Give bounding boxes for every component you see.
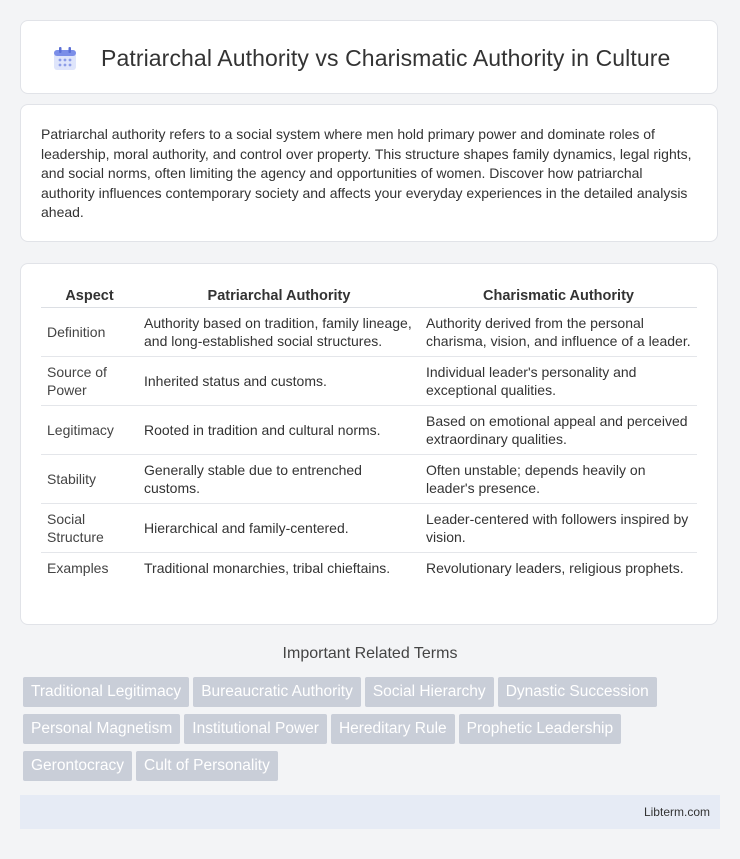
table-row xyxy=(41,553,697,584)
related-term-tag[interactable]: Cult of Personality xyxy=(136,751,278,781)
cell-charismatic: Often unstable; depends heavily on leader's presence. xyxy=(420,455,697,504)
header-charismatic: Charismatic Authority xyxy=(420,280,697,308)
cell-charismatic: Authority derived from the personal charisma, vision, and influence of a leader. xyxy=(420,308,697,357)
cell-patriarchal: Traditional monarchies, tribal chieftains. xyxy=(144,560,391,576)
related-term-tag[interactable]: Social Hierarchy xyxy=(365,677,494,707)
related-terms-list xyxy=(23,677,723,788)
related-term-tag[interactable]: Hereditary Rule xyxy=(331,714,455,744)
table-row xyxy=(41,406,697,455)
cell-aspect: Social Structure xyxy=(41,504,138,553)
intro-text: Patriarchal authority refers to a social system where men hold primary power and dominate roles of leadership, moral authority, and control over property. This structure shapes family dynamics, legal rights, and social norms, often limiting the agency and opportunities of women. Discover how patriarchal authority influences contemporary society and affects your everyday experiences in the detailed analysis ahead. xyxy=(41,126,692,221)
header-card xyxy=(20,20,718,94)
cell-patriarchal: Authority based on tradition, family lineage, and long-established social structures. xyxy=(138,308,420,357)
table-row xyxy=(41,357,697,406)
related-term-tag[interactable]: Dynastic Succession xyxy=(498,677,657,707)
cell-patriarchal: Rooted in tradition and cultural norms. xyxy=(138,406,420,455)
footer xyxy=(20,795,720,829)
header-patriarchal: Patriarchal Authority xyxy=(138,280,420,308)
related-term-tag[interactable]: Bureaucratic Authority xyxy=(193,677,361,707)
cell-charismatic: Individual leader's personality and exceptional qualities. xyxy=(420,357,697,406)
cell-charismatic: Leader-centered with followers inspired by vision. xyxy=(420,504,697,553)
cell-charismatic: Revolutionary leaders, religious prophets. xyxy=(426,560,684,576)
cell-aspect: Definition xyxy=(41,308,138,357)
cell-aspect: Source of Power xyxy=(41,357,138,406)
table-row xyxy=(41,455,697,504)
related-terms-title: Important Related Terms xyxy=(282,645,458,662)
cell-patriarchal: Generally stable due to entrenched customs. xyxy=(138,455,420,504)
cell-charismatic: Based on emotional appeal and perceived extraordinary qualities. xyxy=(420,406,697,455)
related-term-tag[interactable]: Personal Magnetism xyxy=(23,714,180,744)
cell-aspect: Examples xyxy=(47,560,109,576)
header-aspect: Aspect xyxy=(41,280,138,308)
intro-card xyxy=(20,104,718,242)
page-title: Patriarchal Authority vs Charismatic Authority in Culture xyxy=(101,45,671,71)
comparison-table xyxy=(41,280,697,583)
cell-patriarchal: Hierarchical and family-centered. xyxy=(138,504,420,553)
footer-site-link[interactable]: Libterm.com xyxy=(643,805,710,819)
related-term-tag[interactable]: Traditional Legitimacy xyxy=(23,677,189,707)
calendar-icon xyxy=(51,45,79,73)
cell-patriarchal: Inherited status and customs. xyxy=(138,357,420,406)
table-row xyxy=(41,504,697,553)
related-term-tag[interactable]: Prophetic Leadership xyxy=(459,714,622,744)
comparison-table-card xyxy=(20,263,718,625)
cell-aspect: Stability xyxy=(41,455,138,504)
table-header-row xyxy=(41,280,697,308)
cell-aspect: Legitimacy xyxy=(41,406,138,455)
related-term-tag[interactable]: Institutional Power xyxy=(184,714,327,744)
related-term-tag[interactable]: Gerontocracy xyxy=(23,751,132,781)
table-row xyxy=(41,308,697,357)
